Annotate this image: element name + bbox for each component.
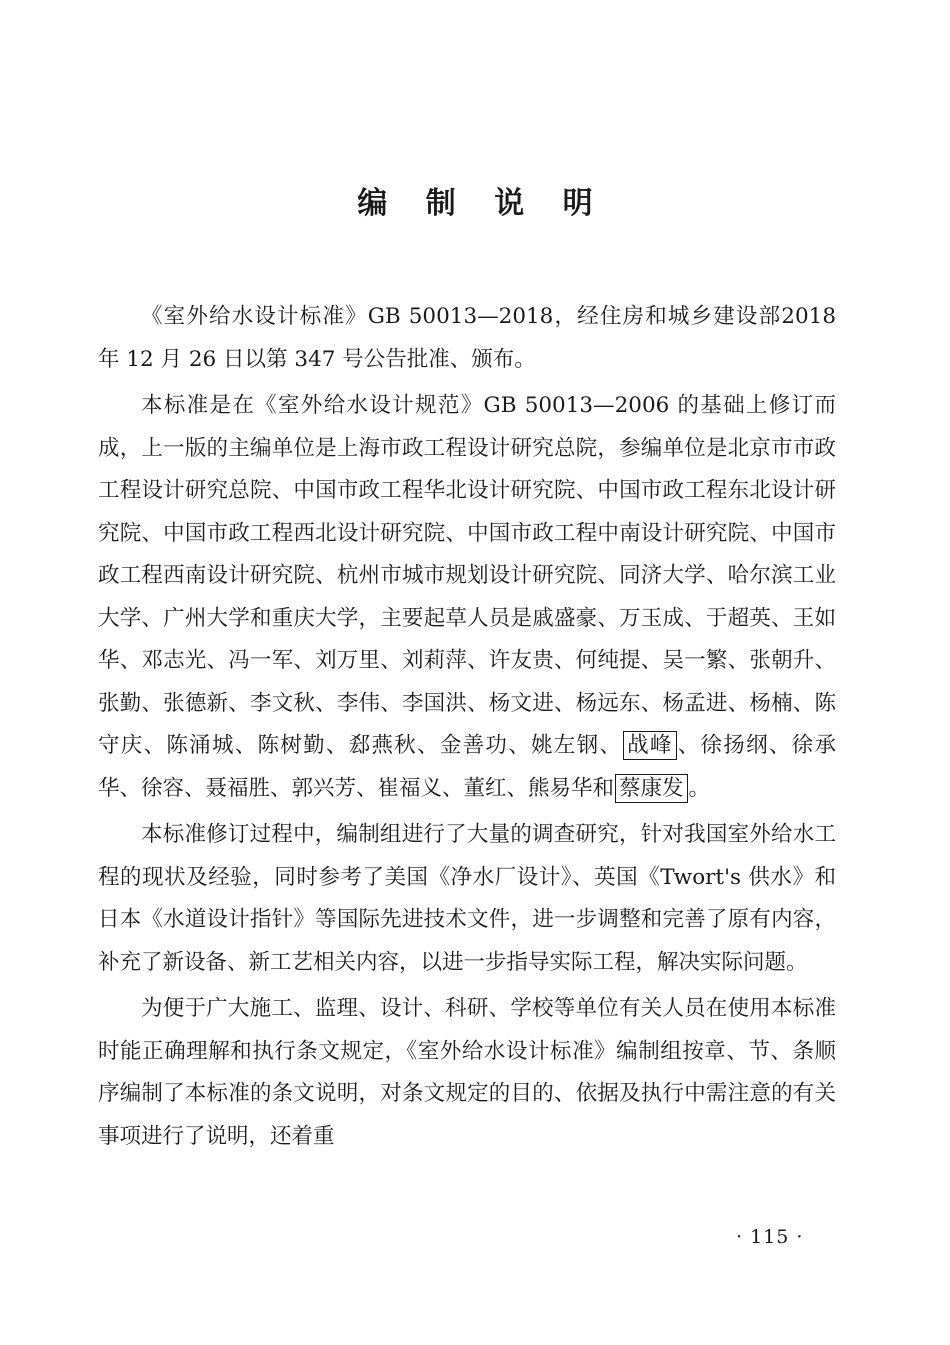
paragraph-revision-history: [98, 385, 836, 810]
page-number: · 115 ·: [736, 1226, 804, 1248]
body-text: [98, 296, 836, 1162]
paragraph-text: 、徐扬纲、徐承华、徐容、聂福胜、郭兴芳、崔福义、董红、熊易华和: [98, 733, 836, 801]
boxed-name-deceased: 蔡康发: [615, 774, 688, 803]
paragraph-text: 本标准是在《室外给水设计规范》GB 50013—2006 的基础上修订而成，上一版的主编单位是上海市政工程设计研究总院，参编单位是北京市市政工程设计研究总院、中国市政工程华北设计研究院、中国市政工程东北设计研究院、中国市政工程西北设计研究院、中国市政工程中南设计研究院、中国市政工程西南设计研究院、杭州市城市规划设计研究院、同济大学、哈尔滨工业大学、广州大学和重庆大学，主要起草人员是戚盛豪、万玉成、于超英、王如华、邓志光、冯一军、刘万里、刘莉萍、许友贵、何纯提、吴一繁、张朝升、张勤、张德新、李文秋、李伟、李国洪、杨文进、杨远东、杨孟进、杨楠、陈守庆、陈涌城、陈树勤、郄燕秋、金善功、姚左钢、: [98, 393, 836, 758]
paragraph-purpose: 为便于广大施工、监理、设计、科研、学校等单位有关人员在使用本标准时能正确理解和执行条文规定，《室外给水设计标准》编制组按章、节、条顺序编制了本标准的条文说明，对条文规定的目的、依据及执行中需注意的有关事项进行了说明，还着重: [98, 996, 836, 1149]
page-title: 编 制 说 明: [357, 186, 607, 221]
paragraph-research: 本标准修订过程中，编制组进行了大量的调查研究，针对我国室外给水工程的现状及经验，同时参考了美国《净水厂设计》、英国《Twort's 供水》和日本《水道设计指针》等国际先进技术文件，进一步调整和完善了原有内容，补充了新设备、新工艺相关内容，以进一步指导实际工程，解决实际问题。: [98, 822, 836, 975]
boxed-name-deceased: 战峰: [623, 731, 677, 760]
paragraph-text: 。: [688, 775, 711, 801]
paragraph-approval: 《室外给水设计标准》GB 50013—2018，经住房和城乡建设部2018 年 12 月 26 日以第 347 号公告批准、颁布。: [98, 304, 836, 372]
